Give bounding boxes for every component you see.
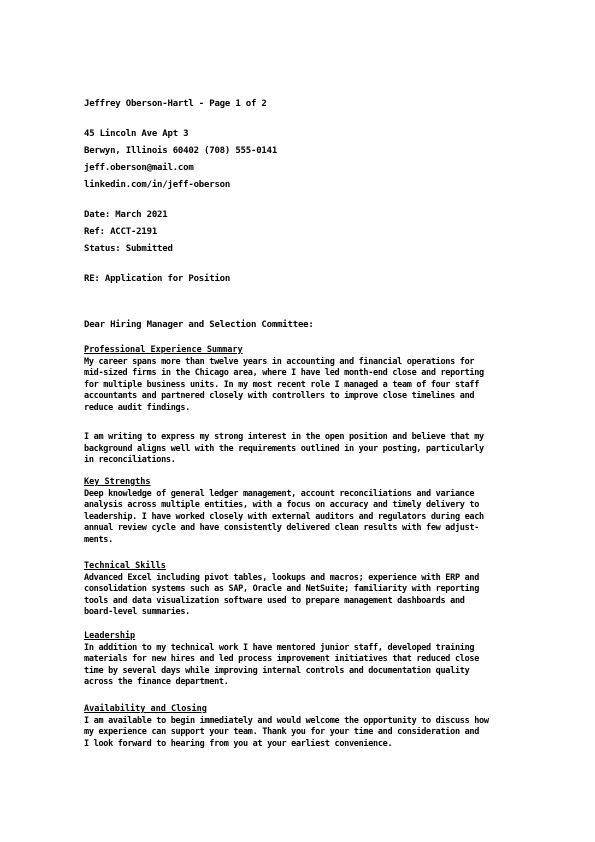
- section-heading: Availability and Closing: [84, 704, 207, 714]
- address-line: linkedin.com/in/jeff-oberson: [84, 180, 231, 190]
- paragraph-line: in reconciliations.: [84, 455, 176, 465]
- address-line: Berwyn, Illinois 60402 (708) 555-0141: [84, 146, 278, 156]
- paragraph-line: Advanced Excel including pivot tables, lookups and macros; experience with ERP and: [84, 572, 480, 583]
- paragraph-line: my experience can support your team. Thank you for your time and consideration and: [84, 727, 480, 737]
- paragraph-line: time by several days while improving internal controls and documentation quality: [84, 665, 470, 676]
- paragraph-line: mid-sized firms in the Chicago area, where I have led month-end close and reporting: [84, 368, 484, 378]
- paragraph-line: accountants and partnered closely with controllers to improve close timelines and: [84, 391, 475, 401]
- section-intro: [84, 432, 514, 467]
- section-closing: [84, 704, 514, 750]
- paragraph-line: board-level summaries.: [84, 607, 190, 617]
- meta-line: Status: Submitted: [84, 244, 173, 254]
- meta-line: Date: March 2021: [84, 210, 168, 220]
- paragraph-line: consolidation systems such as SAP, Oracle and NetSuite; familiarity with reporting: [84, 584, 480, 594]
- section-skills: [84, 561, 514, 619]
- meta-line: Ref: ACCT-2191: [84, 227, 158, 237]
- paragraph-line: My career spans more than twelve years in accounting and financial operations for: [84, 356, 475, 367]
- paragraph-line: materials for new hires and led process improvement initiatives that reduced close: [84, 654, 480, 664]
- paragraph-line: ments.: [84, 534, 113, 545]
- paragraph-line: leadership. I have worked closely with external auditors and regulators during each: [84, 511, 484, 522]
- paragraph-line: annual review cycle and have consistently delivered clean results with few adjust-: [84, 523, 480, 533]
- paragraph-line: analysis across multiple entities, with a focus on accuracy and timely delivery to: [84, 500, 480, 510]
- paragraph-line: across the finance department.: [84, 677, 229, 687]
- section-heading: Professional Experience Summary: [84, 345, 243, 355]
- paragraph-line: Deep knowledge of general ledger management, account reconciliations and variance: [84, 488, 475, 499]
- paragraph-line: tools and data visualization software used to prepare management dashboards and: [84, 595, 465, 606]
- address-line: 45 Lincoln Ave Apt 3: [84, 129, 189, 139]
- section-leadership: [84, 631, 514, 689]
- paragraph-line: reduce audit findings.: [84, 402, 190, 413]
- paragraph-line: I am writing to express my strong interest in the open position and believe that my: [84, 432, 484, 442]
- section-experience: [84, 345, 514, 414]
- section-heading: Key Strengths: [84, 477, 151, 487]
- paragraph-line: I look forward to hearing from you at your earliest convenience.: [84, 738, 393, 749]
- page-title: Jeffrey Oberson-Hartl - Page 1 of 2: [84, 99, 267, 109]
- paragraph-line: I am available to begin immediately and would welcome the opportunity to discuss how: [84, 715, 489, 726]
- address-line: jeff.oberson@mail.com: [84, 163, 194, 173]
- salutation: Dear Hiring Manager and Selection Committee:: [84, 320, 314, 330]
- paragraph-line: for multiple business units. In my most recent role I managed a team of four staff: [84, 379, 480, 390]
- section-heading: Leadership: [84, 631, 136, 641]
- section-strengths: [84, 477, 514, 546]
- paragraph-line: background aligns well with the requirements outlined in your posting, particularly: [84, 443, 484, 454]
- section-heading: Technical Skills: [84, 561, 166, 571]
- subject-line: RE: Application for Position: [84, 274, 231, 284]
- paragraph-line: In addition to my technical work I have mentored junior staff, developed training: [84, 642, 475, 653]
